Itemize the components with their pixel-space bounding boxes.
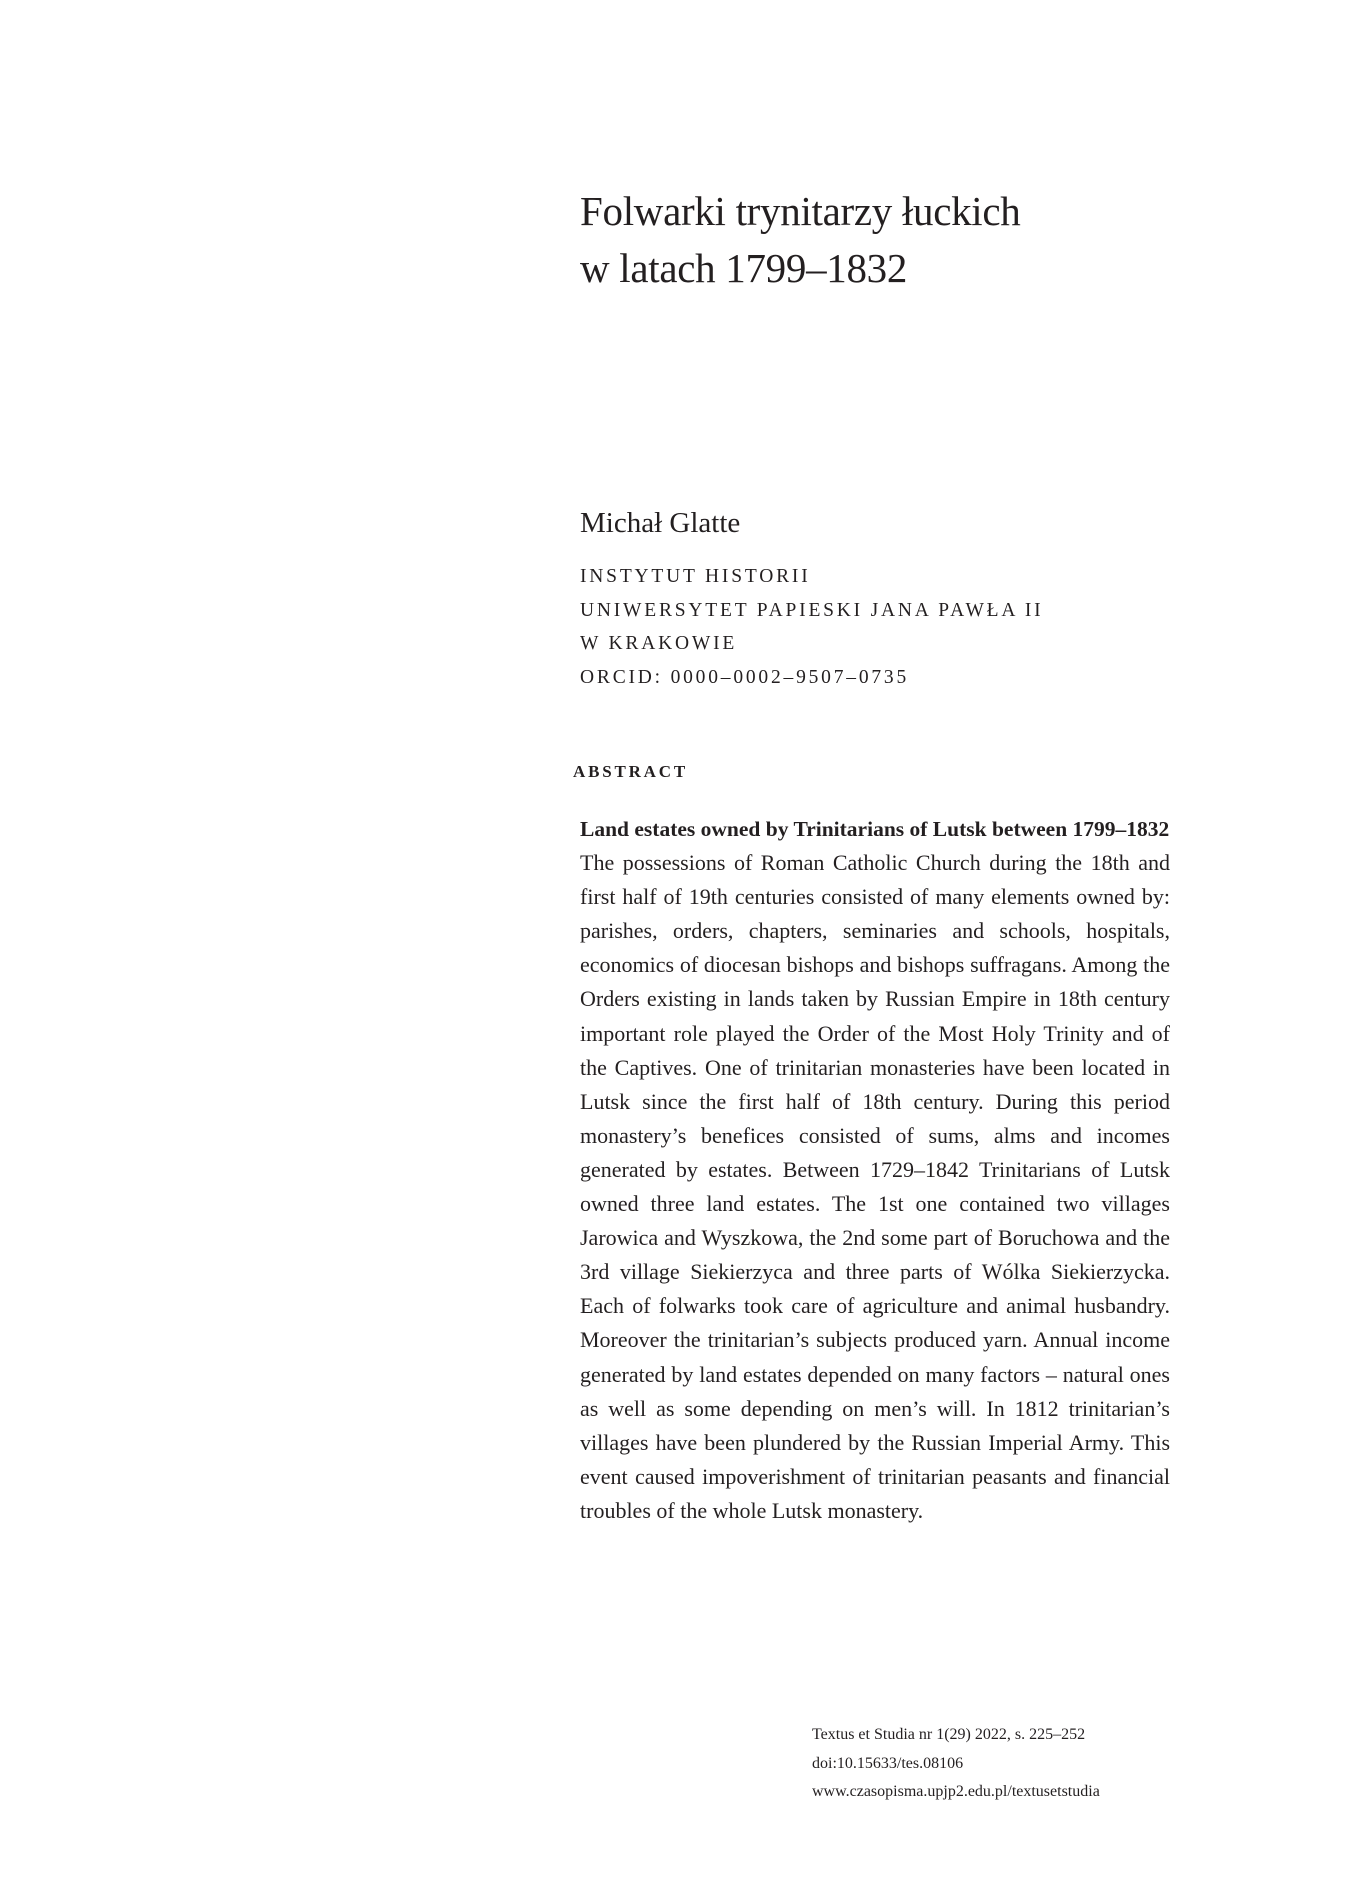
affiliation-city: W KRAKOWIE [580,633,738,654]
citation-block [812,1721,1292,1807]
article-title-line-1: Folwarki trynitarzy łuckich [580,188,1021,234]
citation-url[interactable]: www.czasopisma.upjp2.edu.pl/textusetstudia [812,1783,1100,1800]
affiliation-institute: INSTYTUT HISTORII [580,566,811,587]
abstract-body: The possessions of Roman Catholic Church during the 18th and first half of 19th centuries consisted of many elements owned by: parishes, orders, chapters, seminaries and schools, hospitals, economics of diocesan bishops and bishops suffragans. Among the Orders existing in lands taken by Russian Empire in 18th century important role played the Order of the Most Holy Trinity and of the Captives. One of trinitarian monasteries have been located in Lutsk since the first half of 18th century. During this period monastery’s benefices consisted of sums, alms and incomes generated by estates. Between 1729–1842 Trinitarians of Lutsk owned three land estates. The 1st one contained two villages Jarowica and Wyszkowa, the 2nd some part of Boruchowa and the 3rd village Siekierzyca and three parts of Wólka Siekierzycka. Each of folwarks took care of agriculture and animal husbandry. Moreover the trinitarian’s subjects produced yarn. Annual income generated by land estates depended on many factors – natural ones as well as some depending on men’s will. In 1812 trinitarian’s villages have been plundered by the Russian Imperial Army. This event caused impoverishment of trinitarian peasants and financial troubles of the whole Lutsk monastery. [580,850,1170,1523]
article-title [580,183,1280,297]
citation-doi: doi:10.15633/tes.08106 [812,1754,964,1772]
author-affiliation [580,560,1280,694]
abstract-section [580,812,1170,1528]
abstract-heading: ABSTRACT [573,762,688,781]
citation-journal: Textus et Studia nr 1(29) 2022, s. 225–252 [812,1726,1086,1743]
article-title-line-2: w latach 1799–1832 [580,245,908,291]
affiliation-orcid: ORCID: 0000–0002–9507–0735 [580,666,910,688]
author-block [580,502,1280,694]
abstract-title: Land estates owned by Trinitarians of Lutsk between 1799–1832 [580,817,1170,841]
affiliation-university: UNIWERSYTET PAPIESKI JANA PAWŁA II [580,599,1044,621]
author-name: Michał Glatte [580,507,741,539]
